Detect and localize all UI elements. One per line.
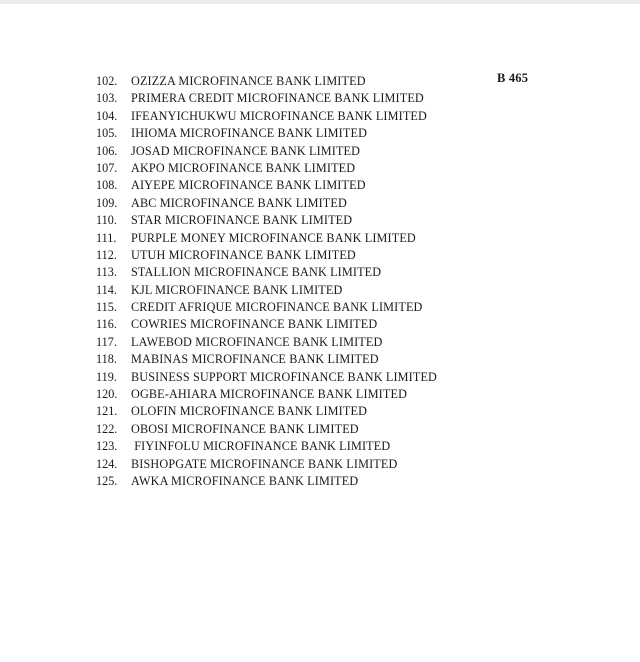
top-border <box>0 0 640 4</box>
item-number: 115. <box>96 300 117 315</box>
list-item <box>96 247 437 264</box>
list-item <box>96 230 437 247</box>
item-number: 108. <box>96 178 118 193</box>
item-number: 102. <box>96 74 118 88</box>
item-number: 103. <box>96 91 118 106</box>
list-item <box>96 299 437 316</box>
item-number: 110. <box>96 213 117 228</box>
list-item <box>96 456 437 473</box>
item-name: OZIZZA MICROFINANCE BANK LIMITED <box>131 74 366 88</box>
item-number: 124. <box>96 456 118 471</box>
item-number: 125. <box>96 473 118 488</box>
list-item <box>96 108 437 125</box>
page-number: B 465 <box>497 71 529 85</box>
item-name: CREDIT AFRIQUE MICROFINANCE BANK LIMITED <box>131 300 423 315</box>
item-name: UTUH MICROFINANCE BANK LIMITED <box>131 247 356 262</box>
item-number: 123. <box>96 439 118 454</box>
item-name: LAWEBOD MICROFINANCE BANK LIMITED <box>131 334 383 349</box>
item-name: IFEANYICHUKWU MICROFINANCE BANK LIMITED <box>131 108 427 123</box>
list-item <box>96 473 437 490</box>
item-number: 105. <box>96 126 118 141</box>
item-number: 113. <box>96 265 117 280</box>
item-number: 112. <box>96 247 117 262</box>
list-item <box>96 316 437 333</box>
item-name: COWRIES MICROFINANCE BANK LIMITED <box>131 317 378 332</box>
item-name: ABC MICROFINANCE BANK LIMITED <box>131 195 347 210</box>
list-item <box>96 125 437 142</box>
item-number: 104. <box>96 108 118 123</box>
item-name: BISHOPGATE MICROFINANCE BANK LIMITED <box>131 456 398 471</box>
item-number: 120. <box>96 387 118 402</box>
list-item <box>96 264 437 281</box>
item-name: IHIOMA MICROFINANCE BANK LIMITED <box>131 126 368 141</box>
item-name: AWKA MICROFINANCE BANK LIMITED <box>131 473 359 488</box>
list-item <box>96 195 437 212</box>
list-item <box>96 369 437 386</box>
item-name: MABINAS MICROFINANCE BANK LIMITED <box>131 352 379 367</box>
list-item <box>96 160 437 177</box>
item-name: KJL MICROFINANCE BANK LIMITED <box>131 282 343 297</box>
item-name: AKPO MICROFINANCE BANK LIMITED <box>131 160 356 175</box>
list-item <box>96 351 437 368</box>
item-number: 114. <box>96 282 117 297</box>
item-name: FIYINFOLU MICROFINANCE BANK LIMITED <box>131 439 391 454</box>
list-item <box>96 212 437 229</box>
item-name: JOSAD MICROFINANCE BANK LIMITED <box>131 143 361 158</box>
list-item <box>96 403 437 420</box>
list-item <box>96 438 437 455</box>
list-item <box>96 73 437 90</box>
list-item <box>96 421 437 438</box>
item-number: 116. <box>96 317 117 332</box>
item-number: 117. <box>96 334 117 349</box>
item-number: 121. <box>96 404 118 419</box>
item-name: BUSINESS SUPPORT MICROFINANCE BANK LIMITED <box>131 369 438 384</box>
list-item <box>96 386 437 403</box>
item-name: STALLION MICROFINANCE BANK LIMITED <box>131 265 382 280</box>
list-item <box>96 282 437 299</box>
item-number: 118. <box>96 352 117 367</box>
item-number: 111. <box>96 230 117 245</box>
item-name: OBOSI MICROFINANCE BANK LIMITED <box>131 421 359 436</box>
list-item <box>96 90 437 107</box>
list-item <box>96 177 437 194</box>
item-name: PRIMERA CREDIT MICROFINANCE BANK LIMITED <box>131 91 424 106</box>
item-number: 119. <box>96 369 117 384</box>
item-number: 109. <box>96 195 118 210</box>
list-item <box>96 143 437 160</box>
bank-list <box>96 73 437 490</box>
item-name: OGBE-AHIARA MICROFINANCE BANK LIMITED <box>131 387 408 402</box>
item-name: OLOFIN MICROFINANCE BANK LIMITED <box>131 404 368 419</box>
item-number: 106. <box>96 143 118 158</box>
item-name: STAR MICROFINANCE BANK LIMITED <box>131 213 353 228</box>
item-number: 107. <box>96 160 118 175</box>
list-item <box>96 334 437 351</box>
item-number: 122. <box>96 421 118 436</box>
item-name: AIYEPE MICROFINANCE BANK LIMITED <box>131 178 366 193</box>
item-name: PURPLE MONEY MICROFINANCE BANK LIMITED <box>131 230 416 245</box>
